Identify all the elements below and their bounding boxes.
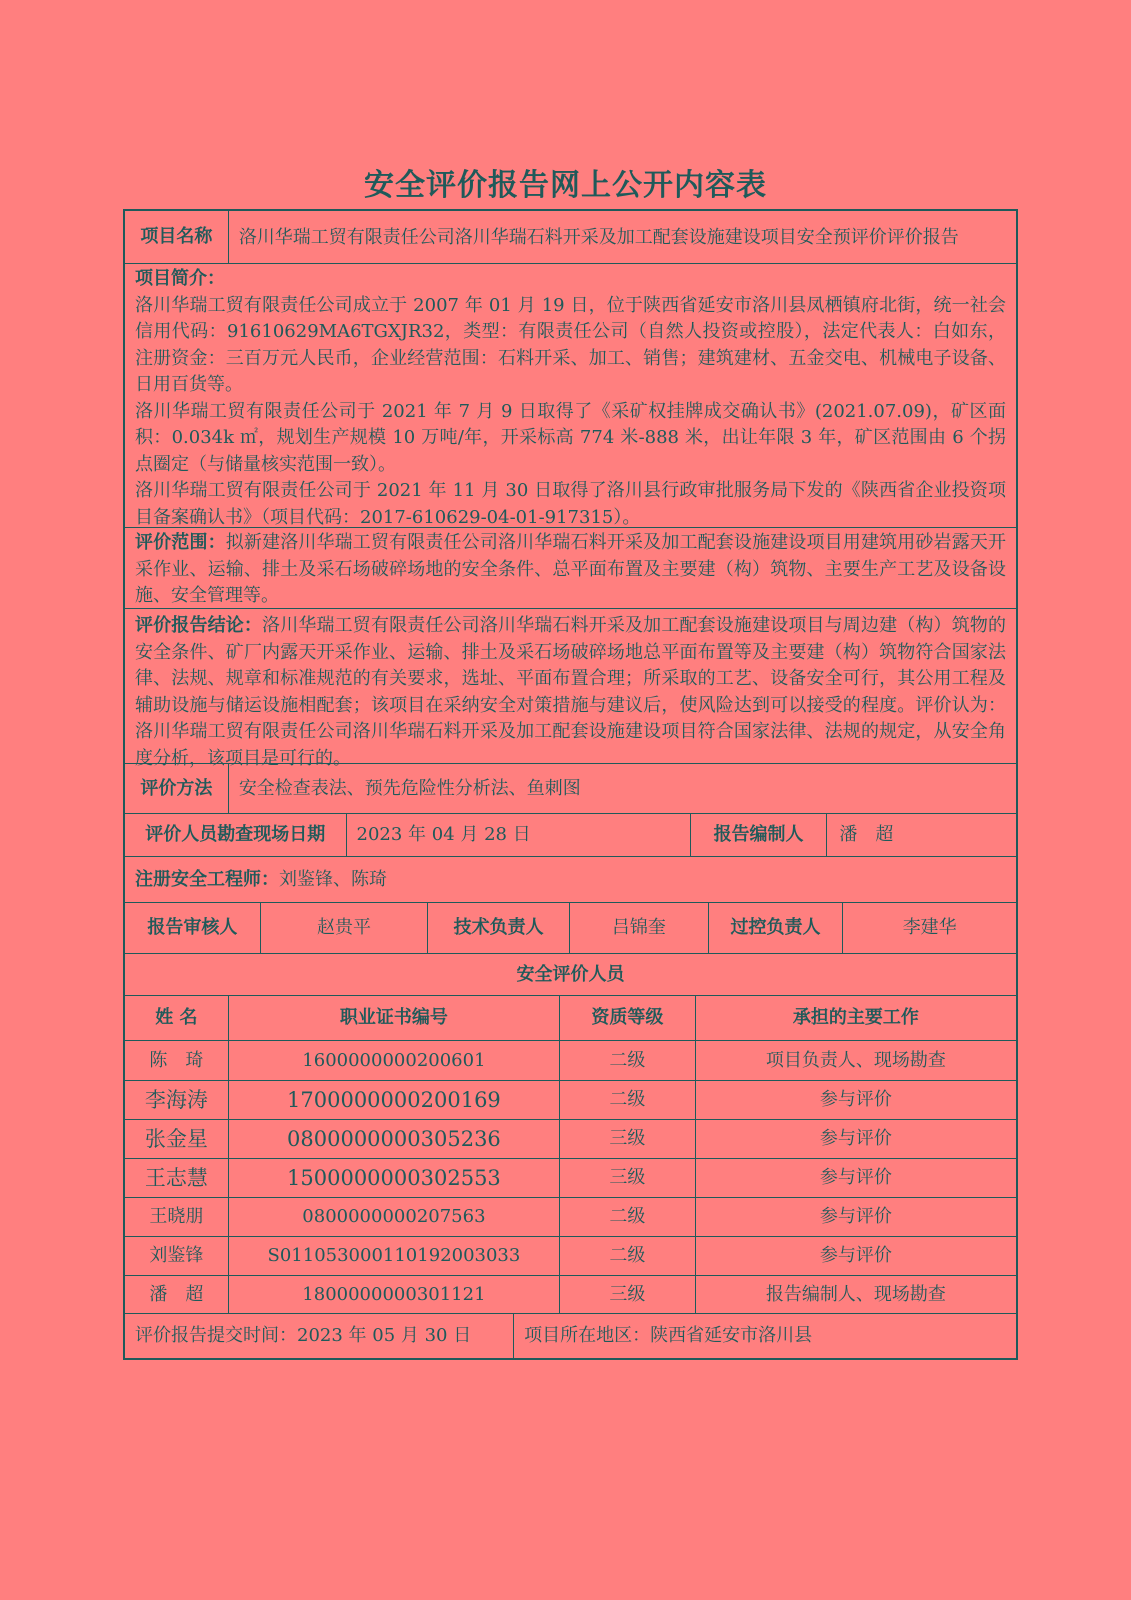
control-lead-value: 李建华 — [902, 917, 957, 938]
author-label: 报告编制人 — [691, 814, 828, 856]
person-name: 王晓朋 — [125, 1198, 229, 1236]
document-title: 安全评价报告网上公开内容表 — [364, 168, 767, 203]
author-value: 潘 超 — [839, 824, 894, 845]
reviewer-label: 报告审核人 — [125, 903, 261, 953]
person-work: 参与评价 — [819, 1206, 892, 1227]
project-name-label: 项目名称 — [125, 211, 229, 263]
person-cert: 1700000000200169 — [229, 1081, 560, 1119]
personnel-header-row — [125, 996, 1016, 1041]
summary-paragraph: 洛川华瑞工贸有限责任公司成立于 2007 年 01 月 19 日，位于陕西省延安市洛川县凤栖镇府北街，统一社会信用代码：91610629MA6TGXJR32，类型：有限责任公司（自然人投资或控股），法定代表人：白如东，注册资金：三百万元人民币，企业经营范围：石料开采、加工、销售；建筑建材、五金交电、机械电子设备、日用百货等。 — [135, 294, 1006, 395]
evaluation-conclusion — [125, 609, 1016, 769]
project-name-value: 洛川华瑞工贸有限责任公司洛川华瑞石料开采及加工配套设施建设项目安全预评价评价报告 — [238, 226, 959, 248]
project-summary — [125, 264, 1016, 527]
person-name: 李海涛 — [125, 1081, 229, 1119]
engineers-label: 注册安全工程师： — [135, 868, 279, 890]
conclusion-label: 评价报告结论： — [135, 615, 263, 636]
person-work: 参与评价 — [819, 1167, 892, 1188]
summary-paragraph: 洛川华瑞工贸有限责任公司于 2021 年 7 月 9 日取得了《采矿权挂牌成交确认书》(2021.07.09)，矿区面积：0.034k ㎡，规划生产规模 10 万吨/年，开采标高 774 米-888 米，出让年限 3 年，矿区范围由 6 个拐点圈定（与储量核实范围一致）。 — [135, 400, 1006, 475]
submit-date: 评价报告提交时间：2023 年 05 月 30 日 — [125, 1314, 514, 1358]
personnel-heading: 安全评价人员 — [516, 963, 625, 985]
person-work: 参与评价 — [819, 1128, 892, 1149]
table-row — [125, 1237, 1016, 1276]
engineers-value: 刘鉴锋、陈琦 — [279, 868, 387, 890]
column-header: 姓 名 — [125, 996, 229, 1040]
method-label: 评价方法 — [125, 764, 229, 813]
table-row — [125, 1276, 1016, 1314]
conclusion-row — [125, 609, 1016, 769]
person-level: 三级 — [560, 1159, 696, 1197]
person-work: 参与评价 — [819, 1089, 892, 1110]
scope-row — [125, 528, 1016, 609]
project-location: 项目所在地区：陕西省延安市洛川县 — [524, 1325, 813, 1346]
person-level: 三级 — [560, 1276, 696, 1313]
survey-row — [125, 814, 1016, 857]
person-name: 刘鉴锋 — [125, 1237, 229, 1275]
table-row — [125, 1081, 1016, 1120]
control-lead-label: 过控负责人 — [709, 903, 844, 953]
evaluation-scope — [125, 528, 1016, 608]
person-work: 项目负责人、现场勘查 — [765, 1049, 946, 1071]
summary-row — [125, 264, 1016, 528]
engineers-row — [125, 857, 1016, 903]
footer-row — [125, 1314, 1016, 1358]
person-level: 二级 — [560, 1081, 696, 1119]
table-row — [125, 1120, 1016, 1159]
person-name: 张金星 — [125, 1120, 229, 1158]
person-name: 王志慧 — [125, 1159, 229, 1197]
person-work: 参与评价 — [819, 1245, 892, 1266]
person-level: 二级 — [560, 1041, 696, 1080]
personnel-heading-row — [125, 954, 1016, 996]
summary-paragraph: 洛川华瑞工贸有限责任公司于 2021 年 11 月 30 日取得了洛川县行政审批服务局下发的《陕西省企业投资项目备案确认书》（项目代码：2017-610629-04-01-917315）。 — [135, 480, 1006, 528]
scope-label: 评价范围： — [135, 532, 226, 553]
table-row — [125, 1198, 1016, 1237]
conclusion-text: 洛川华瑞工贸有限责任公司洛川华瑞石料开采及加工配套设施建设项目与周边建（构）筑物的安全条件、矿厂内露天开采作业、运输、排土及采石场破碎场地总平面布置等及主要建（构）筑物符合国家法律、法规、规章和标准规范的有关要求，选址、平面布置合理；所采取的工艺、设备安全可行，其公用工程及辅助设施与储运设施相配套；该项目在采纳安全对策措施与建议后，使风险达到可以接受的程度。评价认为：洛川华瑞工贸有限责任公司洛川华瑞石料开采及加工配套设施建设项目符合国家法律、法规的规定，从安全角度分析，该项目是可行的。 — [135, 615, 1006, 769]
summary-label: 项目简介： — [135, 268, 225, 289]
table-row — [125, 1041, 1016, 1081]
method-value: 安全检查表法、预先危险性分析法、鱼刺图 — [238, 777, 581, 799]
person-cert: 0800000000305236 — [229, 1120, 560, 1158]
person-level: 二级 — [560, 1198, 696, 1236]
reviewers-row — [125, 903, 1016, 954]
column-header: 职业证书编号 — [229, 996, 560, 1040]
reviewer-value: 赵贵平 — [261, 903, 429, 953]
survey-date-label: 评价人员勘查现场日期 — [125, 814, 347, 856]
column-header: 承担的主要工作 — [792, 1007, 919, 1028]
tech-lead-value: 吕锦奎 — [570, 903, 709, 953]
person-work: 报告编制人、现场勘查 — [765, 1283, 946, 1305]
method-row — [125, 764, 1016, 814]
scope-text: 拟新建洛川华瑞工贸有限责任公司洛川华瑞石料开采及加工配套设施建设项目用建筑用砂岩露天开采作业、运输、排土及采石场破碎场地的安全条件、总平面布置及主要建（构）筑物、主要生产工艺及设备设施、安全管理等。 — [135, 532, 1007, 606]
person-level: 二级 — [560, 1237, 696, 1275]
column-header: 资质等级 — [560, 996, 696, 1040]
report-table — [123, 209, 1018, 1360]
table-row — [125, 1159, 1016, 1198]
survey-date-value: 2023 年 04 月 28 日 — [347, 814, 691, 856]
tech-lead-label: 技术负责人 — [428, 903, 570, 953]
person-cert: S011053000110192003033 — [229, 1237, 560, 1275]
person-cert: 1800000000301121 — [229, 1276, 560, 1313]
person-name: 潘 超 — [125, 1276, 229, 1313]
person-name: 陈 琦 — [125, 1041, 229, 1080]
person-level: 三级 — [560, 1120, 696, 1158]
person-cert: 1600000000200601 — [229, 1041, 560, 1080]
person-cert: 0800000000207563 — [229, 1198, 560, 1236]
registered-engineers — [125, 857, 1016, 902]
person-cert: 1500000000302553 — [229, 1159, 560, 1197]
project-name-row — [125, 211, 1016, 264]
